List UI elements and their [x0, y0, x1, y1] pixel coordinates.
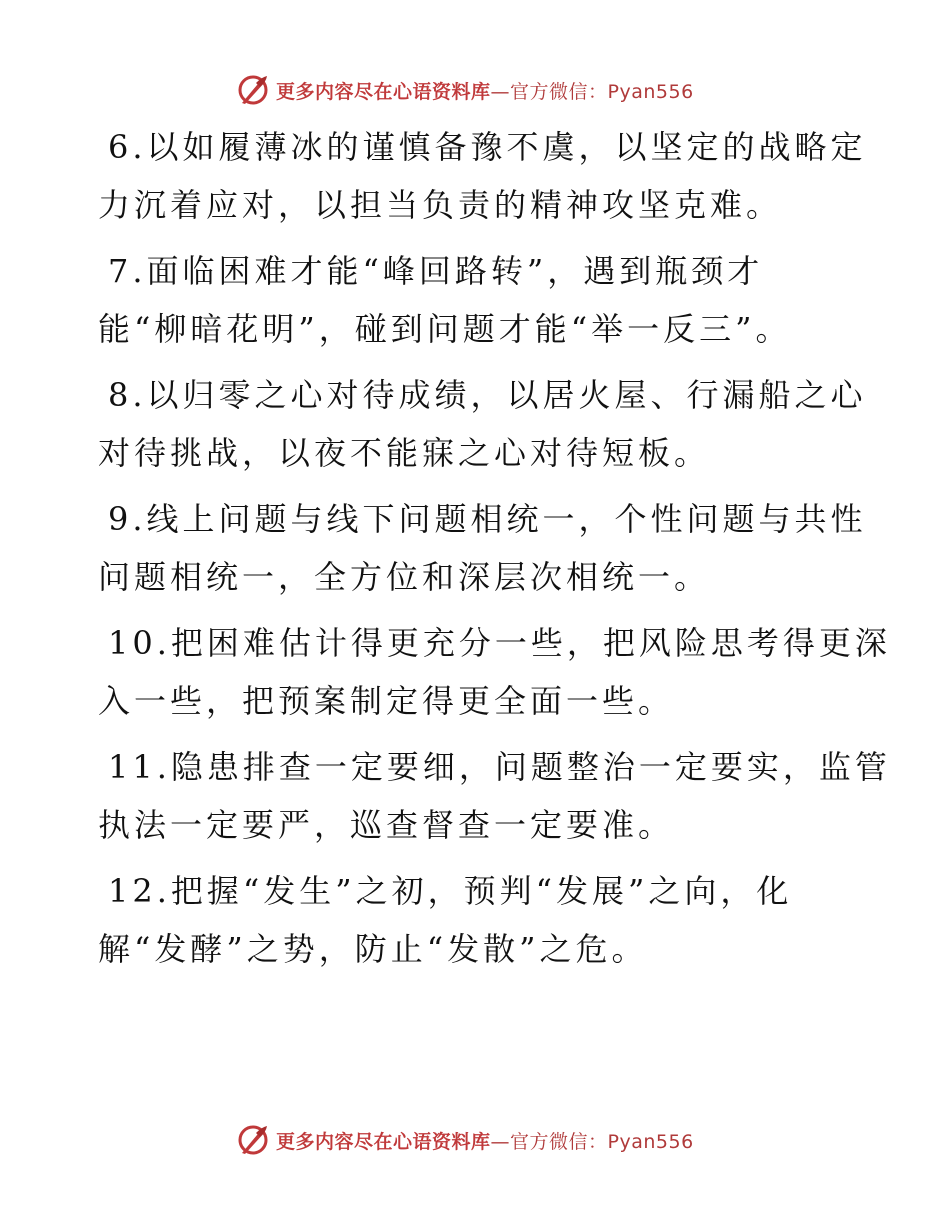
quill-logo-icon [236, 73, 270, 107]
item-line: 7.面临困难才能“峰回路转”，遇到瓶颈才 [108, 252, 764, 290]
list-item [98, 366, 867, 482]
list-item [98, 242, 858, 358]
watermark-contact: —官方微信：Pyan556 [490, 1130, 694, 1153]
item-line: 能“柳暗花明”，碰到问题才能“举一反三”。 [98, 310, 792, 348]
footer-watermark [236, 1122, 694, 1158]
watermark-contact: —官方微信：Pyan556 [490, 80, 694, 103]
item-line: 解“发酵”之势，防止“发散”之危。 [98, 930, 648, 968]
item-line: 11.隐患排查一定要细，问题整治一定要实，监管 [108, 748, 891, 786]
watermark-title: 更多内容尽在心语资料库 [276, 1130, 491, 1153]
item-line: 力沉着应对，以担当负责的精神攻坚克难。 [98, 186, 783, 224]
item-line: 10.把困难估计得更充分一些，把风险思考得更深 [108, 624, 891, 662]
list-item [98, 738, 891, 854]
item-line: 执法一定要严，巡查督查一定要准。 [98, 806, 675, 844]
watermark-title: 更多内容尽在心语资料库 [276, 80, 491, 103]
list-item [98, 862, 858, 978]
item-line: 问题相统一，全方位和深层次相统一。 [98, 558, 711, 596]
item-line: 对待挑战，以夜不能寐之心对待短板。 [98, 434, 711, 472]
item-line: 12.把握“发生”之初，预判“发展”之向，化 [108, 872, 793, 910]
item-line: 9.线上问题与线下问题相统一，个性问题与共性 [108, 500, 867, 538]
list-item [98, 490, 867, 606]
quill-logo-icon [236, 1123, 270, 1157]
list-item [98, 614, 891, 730]
item-line: 6.以如履薄冰的谨慎备豫不虞，以坚定的战略定 [108, 128, 867, 166]
list-item [98, 118, 867, 234]
item-line: 入一些，把预案制定得更全面一些。 [98, 682, 675, 720]
header-watermark [236, 72, 694, 108]
document-body [98, 118, 891, 986]
item-line: 8.以归零之心对待成绩，以居火屋、行漏船之心 [108, 376, 867, 414]
